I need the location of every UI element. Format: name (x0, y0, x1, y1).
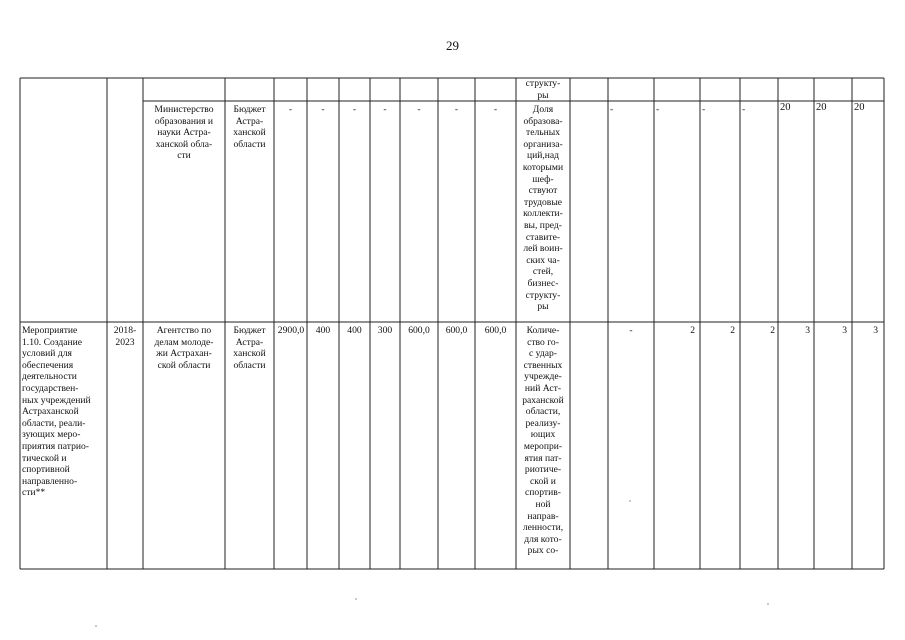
indicator-cell: Доля образова- тельных организа- ций,над которыми шеф- ствуют трудовые коллекти- вы, пред- ставите- лей воин- ских ча- стей, бизнес- структу- ры (522, 104, 564, 313)
scan-speck (629, 500, 631, 502)
target-cell-5: 3 (805, 325, 810, 336)
target-cell-5: 20 (780, 102, 791, 113)
amount-cell-2023: 600,0 (484, 325, 507, 336)
amount-cell-2022: - (454, 104, 459, 115)
target-cell-3: 2 (730, 325, 735, 336)
amount-cell-total: 2900,0 (277, 325, 305, 336)
target-cell-1: - (610, 104, 614, 115)
target-cell-6: 20 (816, 102, 827, 113)
source-cell: Бюджет Астра- ханской области (233, 104, 266, 150)
amount-cell-2018: - (321, 104, 325, 115)
target-cell-1: - (629, 325, 633, 336)
amount-cell-2022: 600,0 (445, 325, 468, 336)
target-cell-7: 3 (873, 325, 878, 336)
target-cell-4: - (742, 104, 746, 115)
amount-cell-total: - (288, 104, 293, 115)
amount-cell-2020: 300 (377, 325, 393, 336)
target-cell-4: 2 (770, 325, 775, 336)
executor-cell: Министерство образования и науки Астра- ханской обла- сти (154, 104, 214, 162)
amount-cell-2020: - (383, 104, 387, 115)
measure-cell: Мероприятие 1.10. Создание условий для обеспечения деятельности государствен- ных учреждений Астраханской области, реали- зующих меро- приятия патрио- тической и спортивной направленно- сти** (22, 325, 91, 499)
scan-speck (95, 625, 97, 627)
amount-cell-2023: - (493, 104, 498, 115)
target-cell-6: 3 (842, 325, 847, 336)
target-cell-7: 20 (854, 102, 865, 113)
target-cell-3: - (702, 104, 706, 115)
indicator-continuation: структу- ры (525, 78, 561, 101)
scan-speck (355, 598, 357, 600)
executor-cell: Агентство по делам молоде- жи Астрахан- ской области (154, 325, 214, 371)
target-cell-2: - (656, 104, 660, 115)
amount-cell-2019: 400 (347, 325, 362, 336)
amount-cell-2021: - (417, 104, 421, 115)
amount-cell-2021: 600,0 (408, 325, 430, 336)
scan-speck (767, 603, 769, 605)
source-cell: Бюджет Астра- ханской области (233, 325, 266, 371)
amount-cell-2018: 400 (315, 325, 331, 336)
amount-cell-2019: - (352, 104, 357, 115)
years-cell: 2018- 2023 (113, 325, 137, 348)
target-cell-2: 2 (690, 325, 695, 336)
indicator-cell: Количе- ство го- с удар- ственных учрежде- ний Аст- раханской области, реализу- ющих меропри- ятия пат- риотиче- ской и спортив- ной направ- ленности, для кото- рых со- (522, 325, 564, 557)
page-number: 29 (446, 38, 459, 53)
